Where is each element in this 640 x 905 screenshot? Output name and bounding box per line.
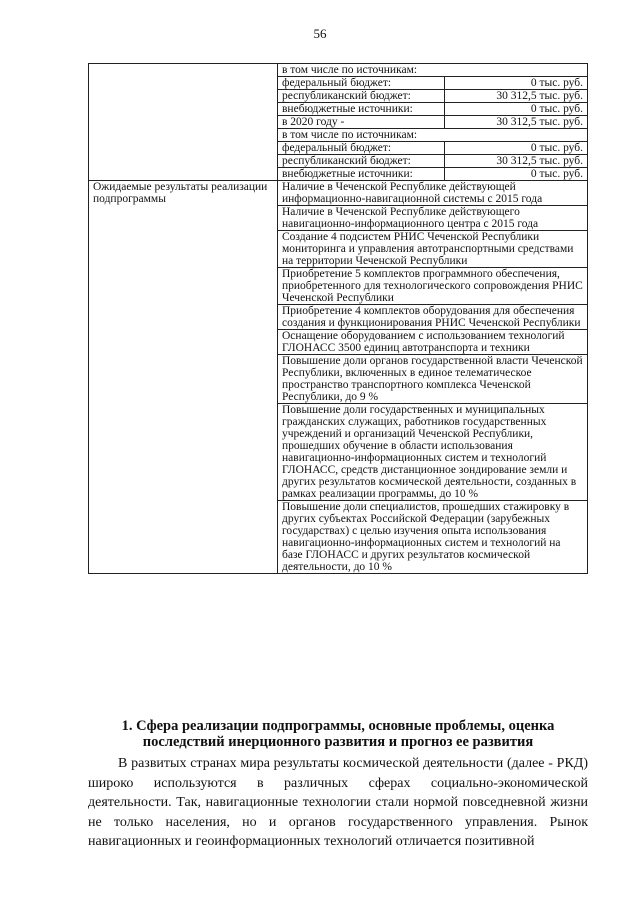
result-item: Приобретение 5 комплектов программного обеспечения, приобретенного для технологического сопровождения РНИС Чеченской Республики: [278, 268, 588, 305]
result-item: Повышение доли специалистов, прошедших стажировку в других субъектах Российской Федерации (зарубежных государствах) с целью изучения опыта использования навигационно-информационных систем и технологий на базе ГЛОНАСС и других результатов космической деятельности, до 10 %: [278, 501, 588, 574]
result-item: Повышение доли органов государственной власти Чеченской Республики, включенных в единое телематическое пространство транспортного комплекса Чеченской Республики, до 9 %: [278, 355, 588, 404]
funding-row: [89, 64, 588, 77]
source-value: 0 тыс. руб.: [444, 77, 587, 90]
source-value: 0 тыс. руб.: [444, 168, 587, 181]
source-label: в 2020 году -: [278, 116, 445, 129]
results-label: Ожидаемые результаты реализации подпрограммы: [89, 181, 278, 574]
section-heading: 1. Сфера реализации подпрограммы, основные проблемы, оценка последствий инерционного развития и прогноз ее развития: [121, 718, 555, 750]
passport-table: [88, 63, 588, 574]
source-value: 0 тыс. руб.: [444, 142, 587, 155]
source-value: 30 312,5 тыс. руб.: [444, 155, 587, 168]
source-header: в том числе по источникам:: [278, 129, 588, 142]
section-paragraph: В развитых странах мира результаты космической деятельности (далее - РКД) широко используются в различных сферах социально-экономической деятельности. Так, навигационные технологии стали нормой повседневной жизни не только населения, но и органов государственного управления. Рынок навигационных и геоинформационных технологий отличается позитивной: [88, 756, 588, 849]
result-item: Наличие в Чеченской Республике действующей информационно-навигационной системы с 2015 года: [278, 181, 588, 206]
result-item: Создание 4 подсистем РНИС Чеченской Республики мониторинга и управления автотранспортными средствами на территории Чеченской Республики: [278, 231, 588, 268]
source-label: республиканский бюджет:: [278, 90, 445, 103]
source-value: 30 312,5 тыс. руб.: [444, 116, 587, 129]
source-value: 30 312,5 тыс. руб.: [444, 90, 587, 103]
result-item: Оснащение оборудованием с использованием технологий ГЛОНАСС 3500 единиц автотранспорта и техники: [278, 330, 588, 355]
result-item: Приобретение 4 комплектов оборудования для обеспечения создания и функционирования РНИС Чеченской Республики: [278, 305, 588, 330]
result-item: Повышение доли государственных и муниципальных гражданских служащих, работников государственных учреждений и организаций Чеченской Республики, прошедших обучение в области использования навигационно-информационных систем и технологий ГЛОНАСС, средств дистанционное зондирование земли и других результатов космической деятельности, созданных в рамках реализации программы, до 10 %: [278, 404, 588, 501]
funding-label-cell: [89, 64, 278, 181]
source-label: федеральный бюджет:: [278, 77, 445, 90]
source-label: внебюджетные источники:: [278, 103, 445, 116]
page-number: 56: [313, 26, 327, 41]
source-header: в том числе по источникам:: [278, 64, 588, 77]
result-row: [89, 181, 588, 206]
result-item: Наличие в Чеченской Республике действующего навигационно-информационного центра с 2015 года: [278, 206, 588, 231]
source-label: федеральный бюджет:: [278, 142, 445, 155]
source-value: 0 тыс. руб.: [444, 103, 587, 116]
source-label: внебюджетные источники:: [278, 168, 445, 181]
source-label: республиканский бюджет:: [278, 155, 445, 168]
